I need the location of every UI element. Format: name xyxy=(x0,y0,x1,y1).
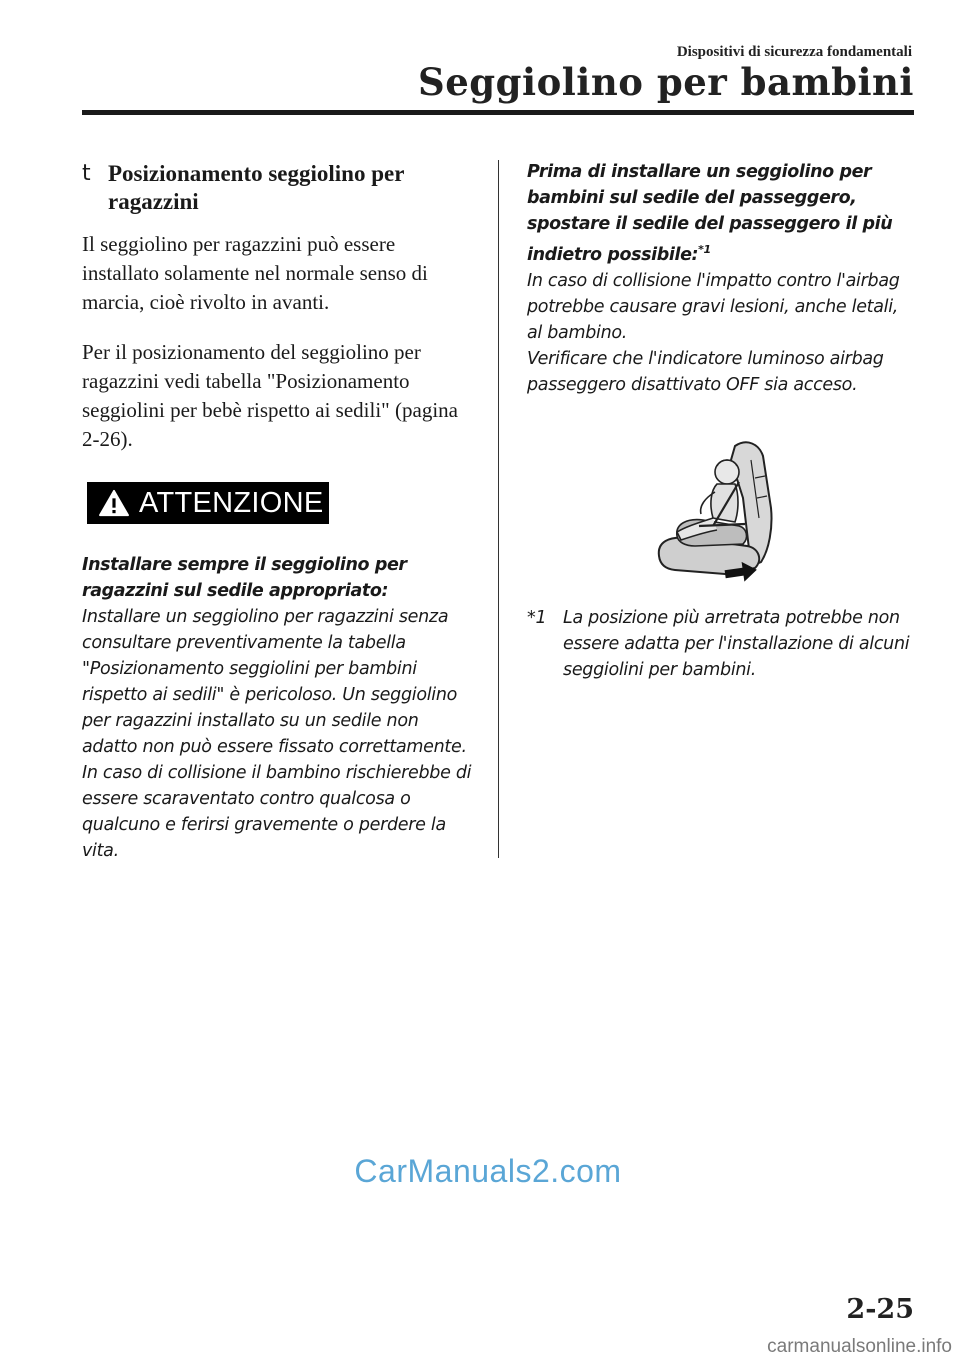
child-seat-illustration xyxy=(655,438,779,588)
column-divider xyxy=(498,160,499,858)
watermark: CarManuals2.com xyxy=(354,1153,622,1189)
notice-heading-text: Prima di installare un seggiolino per bambini sul sedile del passeggero, spostare il sedile del passeggero il più indietro possibile: xyxy=(527,162,893,265)
warning-heading: Installare sempre il seggiolino per ragazzini sul sedile appropriato: xyxy=(82,555,407,601)
section-heading xyxy=(82,160,477,216)
footer-url: carmanualsonline.info xyxy=(767,1336,952,1357)
warning-triangle-icon xyxy=(97,489,131,517)
footnote xyxy=(527,605,917,683)
warning-text: Installare un seggiolino per ragazzini senza consultare preventivamente la tabella "Posizionamento seggiolini per bambini rispetto ai sedili" è pericoloso. Un seggiolino per ragazzini installato su un sedile non adatto non può essere fissato correttamente. In caso di collisione il bambino rischierebbe di essere scaraventato contro qualcosa o qualcuno e ferirsi gravemente o perdere la vita. xyxy=(82,607,472,861)
body-paragraph-1: Il seggiolino per ragazzini può essere installato solamente nel normale senso di marcia, cioè rivolto in avanti. xyxy=(82,232,428,314)
right-column xyxy=(527,160,917,683)
section-bullet-icon: t xyxy=(82,161,91,186)
warning-label: ATTENZIONE xyxy=(139,486,324,519)
header-rule xyxy=(82,110,914,115)
notice-text-1: In caso di collisione l'impatto contro l'airbag potrebbe causare gravi lesioni, anche letali, al bambino. xyxy=(527,270,900,343)
notice-footnote-ref: *1 xyxy=(698,243,711,256)
footnote-text: La posizione più arretrata potrebbe non essere adatta per l'installazione di alcuni seggiolini per bambini. xyxy=(563,607,910,680)
footnote-marker: *1 xyxy=(527,607,547,628)
notice-heading xyxy=(527,159,917,268)
left-column xyxy=(82,160,477,864)
section-title: Posizionamento seggiolino per ragazzini xyxy=(108,161,405,214)
page-title: Seggiolino per bambini xyxy=(418,60,914,104)
page-number: 2-25 xyxy=(846,1294,914,1325)
body-paragraph-2: Per il posizionamento del seggiolino per ragazzini vedi tabella "Posizionamento seggiolini per bebè rispetto ai sedili" (pagina 2-26). xyxy=(82,340,458,451)
warning-banner xyxy=(87,482,329,524)
notice-text-2: Verificare che l'indicatore luminoso airbag passeggero disattivato OFF sia acceso. xyxy=(527,348,884,395)
header-category: Dispositivi di sicurezza fondamentali xyxy=(676,44,912,60)
